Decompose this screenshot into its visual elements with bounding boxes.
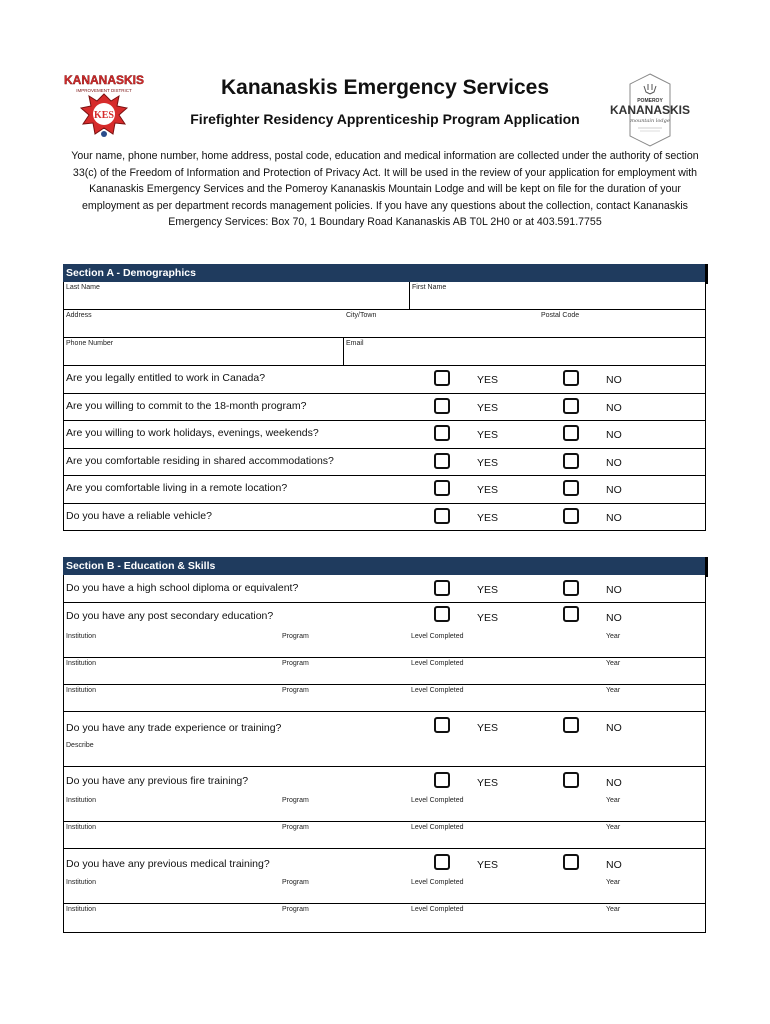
question-text: Are you willing to work holidays, evenings, weekends?	[66, 427, 319, 439]
no-checkbox[interactable]	[563, 398, 579, 414]
question-text: Are you comfortable living in a remote location?	[66, 482, 288, 494]
program-label: Program	[282, 687, 309, 694]
no-checkbox[interactable]	[563, 453, 579, 469]
svg-text:mountain lodge: mountain lodge	[630, 118, 670, 124]
address-label: Address	[66, 312, 92, 319]
yes-checkbox[interactable]	[434, 480, 450, 496]
privacy-notice: Your name, phone number, home address, postal code, education and medical information are collected under the authority of section 33(c) of the Freedom of Information and Protection of Privacy Act. It will be used in the review of your application for employment with Kananaskis Emergency Services and the Pomeroy Kananaskis Mountain Lodge and will be kept on file for the duration of your employment as per department records management policies. If you have any questions about the collection, contact Kananaskis Emergency Services: Box 70, 1 Boundary Road Kananaskis AB T0L 2H0 or at 403.591.7755	[71, 150, 699, 229]
city-label: City/Town	[346, 312, 377, 319]
year-label: Year	[606, 824, 621, 831]
no-checkbox[interactable]	[563, 370, 579, 386]
describe-row	[64, 740, 705, 767]
program-label: Program	[282, 660, 309, 667]
yes-label: YES	[477, 859, 499, 871]
question-text: Do you have any post secondary education?	[66, 610, 274, 622]
year-label: Year	[606, 633, 621, 640]
education-row	[64, 904, 705, 933]
question-row	[64, 504, 705, 531]
no-label: NO	[606, 612, 622, 624]
no-label: NO	[606, 374, 622, 386]
question-text: Are you willing to commit to the 18-month program?	[66, 400, 307, 412]
education-row	[64, 685, 705, 712]
yes-checkbox[interactable]	[434, 508, 450, 524]
institution-label: Institution	[66, 906, 96, 913]
page-subtitle: Firefighter Residency Apprenticeship Program Application	[190, 111, 580, 127]
yes-label: YES	[477, 612, 499, 624]
institution-label: Institution	[66, 687, 96, 694]
section-b-header: Section B - Education & Skills	[63, 557, 706, 575]
last-name-label: Last Name	[66, 284, 100, 291]
yes-checkbox[interactable]	[434, 370, 450, 386]
program-label: Program	[282, 906, 309, 913]
no-label: NO	[606, 484, 622, 496]
section-a-header: Section A - Demographics	[63, 264, 706, 282]
institution-label: Institution	[66, 824, 96, 831]
question-row	[64, 476, 705, 504]
question-text: Do you have any previous medical training?	[66, 858, 270, 870]
year-label: Year	[606, 906, 621, 913]
section-a-box	[63, 282, 706, 531]
divider	[343, 338, 344, 366]
question-row	[64, 767, 705, 795]
yes-label: YES	[477, 429, 499, 441]
svg-text:KANANASKIS: KANANASKIS	[64, 73, 144, 87]
institution-label: Institution	[66, 660, 96, 667]
question-row	[64, 603, 705, 631]
yes-label: YES	[477, 402, 499, 414]
level-label: Level Completed	[411, 797, 464, 804]
level-label: Level Completed	[411, 660, 464, 667]
no-checkbox[interactable]	[563, 854, 579, 870]
question-row	[64, 575, 705, 603]
phone-label: Phone Number	[66, 340, 114, 347]
yes-label: YES	[477, 512, 499, 524]
no-checkbox[interactable]	[563, 480, 579, 496]
no-label: NO	[606, 402, 622, 414]
yes-checkbox[interactable]	[434, 425, 450, 441]
yes-checkbox[interactable]	[434, 854, 450, 870]
yes-checkbox[interactable]	[434, 580, 450, 596]
yes-checkbox[interactable]	[434, 398, 450, 414]
level-label: Level Completed	[411, 879, 464, 886]
institution-label: Institution	[66, 797, 96, 804]
no-label: NO	[606, 859, 622, 871]
level-label: Level Completed	[411, 906, 464, 913]
svg-text:KANANASKIS: KANANASKIS	[609, 103, 691, 117]
question-text: Are you legally entitled to work in Canada?	[66, 372, 266, 384]
svg-text:KES: KES	[93, 110, 115, 121]
program-label: Program	[282, 633, 309, 640]
yes-label: YES	[477, 584, 499, 596]
education-row	[64, 658, 705, 685]
yes-label: YES	[477, 484, 499, 496]
education-row	[64, 877, 705, 904]
education-row	[64, 822, 705, 849]
question-row	[64, 849, 705, 877]
question-text: Do you have any previous fire training?	[66, 775, 249, 787]
education-row	[64, 795, 705, 822]
question-text: Are you comfortable residing in shared accommodations?	[66, 455, 334, 467]
year-label: Year	[606, 879, 621, 886]
level-label: Level Completed	[411, 824, 464, 831]
question-row	[64, 421, 705, 449]
question-text: Do you have a high school diploma or equivalent?	[66, 582, 299, 594]
yes-label: YES	[477, 457, 499, 469]
institution-label: Institution	[66, 633, 96, 640]
no-label: NO	[606, 722, 622, 734]
level-label: Level Completed	[411, 633, 464, 640]
phone-row	[64, 338, 705, 366]
yes-label: YES	[477, 722, 499, 734]
question-row	[64, 449, 705, 476]
no-checkbox[interactable]	[563, 606, 579, 622]
yes-checkbox[interactable]	[434, 606, 450, 622]
first-name-label: First Name	[412, 284, 447, 291]
level-label: Level Completed	[411, 687, 464, 694]
email-label: Email	[346, 340, 364, 347]
no-label: NO	[606, 512, 622, 524]
yes-label: YES	[477, 374, 499, 386]
svg-text:IMPROVEMENT DISTRICT: IMPROVEMENT DISTRICT	[76, 88, 132, 93]
no-label: NO	[606, 777, 622, 789]
question-text: Do you have a reliable vehicle?	[66, 510, 212, 522]
year-label: Year	[606, 660, 621, 667]
institution-label: Institution	[66, 879, 96, 886]
divider	[409, 282, 410, 310]
section-b-box	[63, 575, 706, 933]
no-checkbox[interactable]	[563, 717, 579, 733]
no-label: NO	[606, 584, 622, 596]
postal-code-label: Postal Code	[541, 312, 580, 319]
question-row	[64, 394, 705, 421]
yes-checkbox[interactable]	[434, 717, 450, 733]
year-label: Year	[606, 687, 621, 694]
program-label: Program	[282, 824, 309, 831]
name-row	[64, 282, 705, 310]
question-text: Do you have any trade experience or training?	[66, 722, 282, 734]
no-checkbox[interactable]	[563, 508, 579, 524]
program-label: Program	[282, 879, 309, 886]
describe-label: Describe	[66, 742, 94, 749]
address-row	[64, 310, 705, 338]
no-checkbox[interactable]	[563, 772, 579, 788]
page-title: Kananaskis Emergency Services	[220, 76, 550, 99]
svg-text:POMEROY: POMEROY	[637, 98, 663, 104]
no-label: NO	[606, 457, 622, 469]
yes-label: YES	[477, 777, 499, 789]
year-label: Year	[606, 797, 621, 804]
yes-checkbox[interactable]	[434, 453, 450, 469]
no-checkbox[interactable]	[563, 580, 579, 596]
question-row	[64, 712, 705, 740]
yes-checkbox[interactable]	[434, 772, 450, 788]
no-checkbox[interactable]	[563, 425, 579, 441]
question-row	[64, 366, 705, 394]
education-row	[64, 631, 705, 658]
no-label: NO	[606, 429, 622, 441]
program-label: Program	[282, 797, 309, 804]
